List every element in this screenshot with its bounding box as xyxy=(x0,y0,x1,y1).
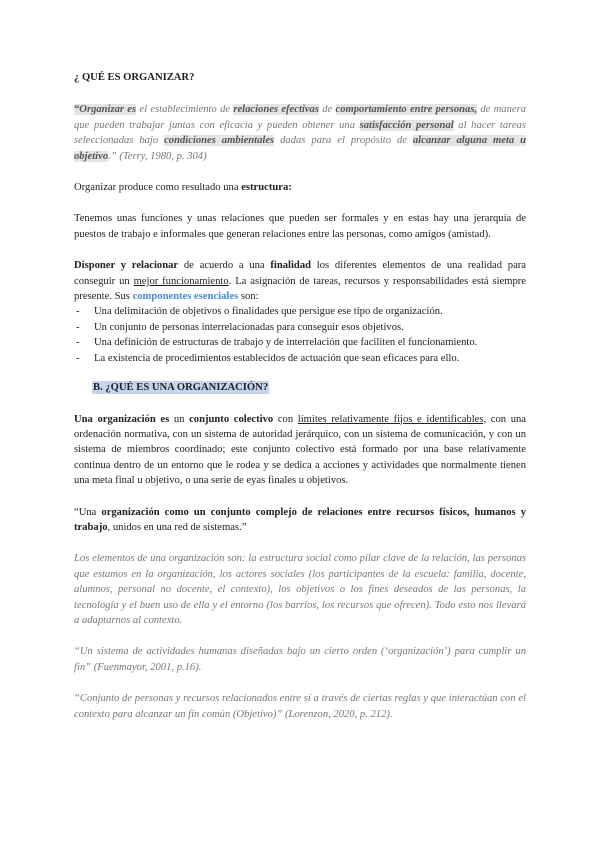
quote-terry-text: de manera que pueden trabajar juntas con eficacia y pueden obtener una xyxy=(74,104,527,131)
heading-highlight: B. ¿QUÉ ES UNA ORGANIZACIÓN? xyxy=(93,382,269,394)
list-item: - Una delimitación de objetivos o finalidades que persigue ese tipo de organización. xyxy=(74,304,526,319)
components-list xyxy=(74,304,526,366)
paragraph-bold: Disponer y relacionar xyxy=(74,260,179,272)
heading-que-es-organizar: ¿ QUÉ ES ORGANIZAR? xyxy=(74,72,195,83)
paragraph-text: de acuerdo a una xyxy=(178,260,271,272)
quote-terry-lead: “Organizar es xyxy=(74,104,137,116)
quote-bold: organización como un conjunto complejo de relaciones entre recursos físicos, humanos y trabajo xyxy=(74,506,527,533)
paragraph-disponer xyxy=(74,258,526,304)
quote-lorenzon: “Conjunto de personas y recursos relacionados entre sí a través de ciertas reglas y que interactúan con el contexto para alcanzar un fin común (Objetivo)” (Lorenzon, 2020, p. 212). xyxy=(74,693,526,720)
quote-terry-text: al hacer tareas seleccionadas bajo xyxy=(74,119,526,147)
quote-terry-bold: comportamiento entre personas, xyxy=(335,104,478,116)
paragraph-bold: finalidad xyxy=(270,260,312,272)
paragraph-text: Organizar produce como resultado una xyxy=(74,182,242,194)
quote-organizacion xyxy=(74,505,526,536)
quote-terry-bold: satisfacción personal xyxy=(359,119,454,131)
paragraph-funciones: Tenemos unas funciones y unas relaciones que pueden ser formales y en estas hay una jerarquía de puestos de trabajo e informales que generan relaciones entre las personas, como amigos (amistad). xyxy=(74,213,526,240)
quote-text: “Una xyxy=(74,506,102,518)
list-item: - Un conjunto de personas interrelacionadas para conseguir esos objetivos. xyxy=(74,320,526,335)
quote-terry-text: dadas para el propósito de xyxy=(274,135,413,147)
heading-que-es-una-organizacion xyxy=(92,380,526,395)
paragraph-text: con una ordenación normativa, con un sistema de autoridad jerárquico, con un sistema de comunicación, y con un sistema de miembros coordinado; este conjunto colectivo está formado por una base relativamente continua dentro de un entorno que le rodea y se dedica a acciones y actividades que normalmente tienen una meta final u objetivo, o una serie de eyas finales u objetivos. xyxy=(74,413,527,487)
paragraph-bold: estructura: xyxy=(241,182,292,194)
quote-terry xyxy=(74,102,526,164)
paragraph-underline: límites relativamente fijos e identificables, xyxy=(297,413,487,425)
paragraph-underline: mejor funcionamiento xyxy=(133,275,229,287)
paragraph-text: son: xyxy=(238,291,259,303)
paragraph-bold: conjunto colectivo xyxy=(189,413,274,425)
paragraph-elementos: Los elementos de una organización son: la estructura social como pilar clave de la relación, las personas que estamos en la organización, los actores sociales (los participantes de la escuela: familia, docente, alumnos, personal no docente, el contexto), los objetivos o los fines deseados de las personas, la tecnología y el buen uso de ella y el entorno (los barrios, los recursos que ofrecen). Todo esto nos llevará a adaptarnos al contexto. xyxy=(74,553,526,626)
paragraph-estructura xyxy=(74,180,526,195)
quote-terry-text: de xyxy=(318,104,336,116)
quote-text: , unidos en una red de sistemas.” xyxy=(107,521,247,533)
paragraph-bold: Una organización es xyxy=(74,413,170,425)
list-item: - Una definición de estructuras de trabajo y de interrelación que faciliten el funcionamiento. xyxy=(74,335,526,350)
paragraph-text: con xyxy=(273,413,298,425)
quote-terry-bold: condiciones ambientales xyxy=(164,135,275,147)
paragraph-organizacion xyxy=(74,412,526,489)
quote-terry-bold: relaciones efectivas xyxy=(233,104,319,116)
quote-fuenmayor: “Un sistema de actividades humanas diseñadas bajo un cierto orden (‘organización’) para cumplir un fin” (Fuenmayor, 2001, p.16). xyxy=(74,646,526,673)
paragraph-text: los diferentes elementos de una realidad para conseguir un xyxy=(74,260,527,287)
quote-terry-text: el establecimiento de xyxy=(136,104,234,116)
paragraph-text: . La asignación de tareas, recursos y responsabilidades está siempre presente. Sus xyxy=(74,275,527,303)
paragraph-text: un xyxy=(169,413,190,425)
paragraph-blue-bold: componentes esenciales xyxy=(132,291,239,303)
quote-terry-citation: .” (Terry, 1980, p. 304) xyxy=(108,150,207,162)
quote-terry-bold: alcanzar alguna meta u objetivo xyxy=(74,135,526,162)
list-item: - La existencia de procedimientos establecidos de actuación que sean eficaces para ello. xyxy=(74,351,526,366)
